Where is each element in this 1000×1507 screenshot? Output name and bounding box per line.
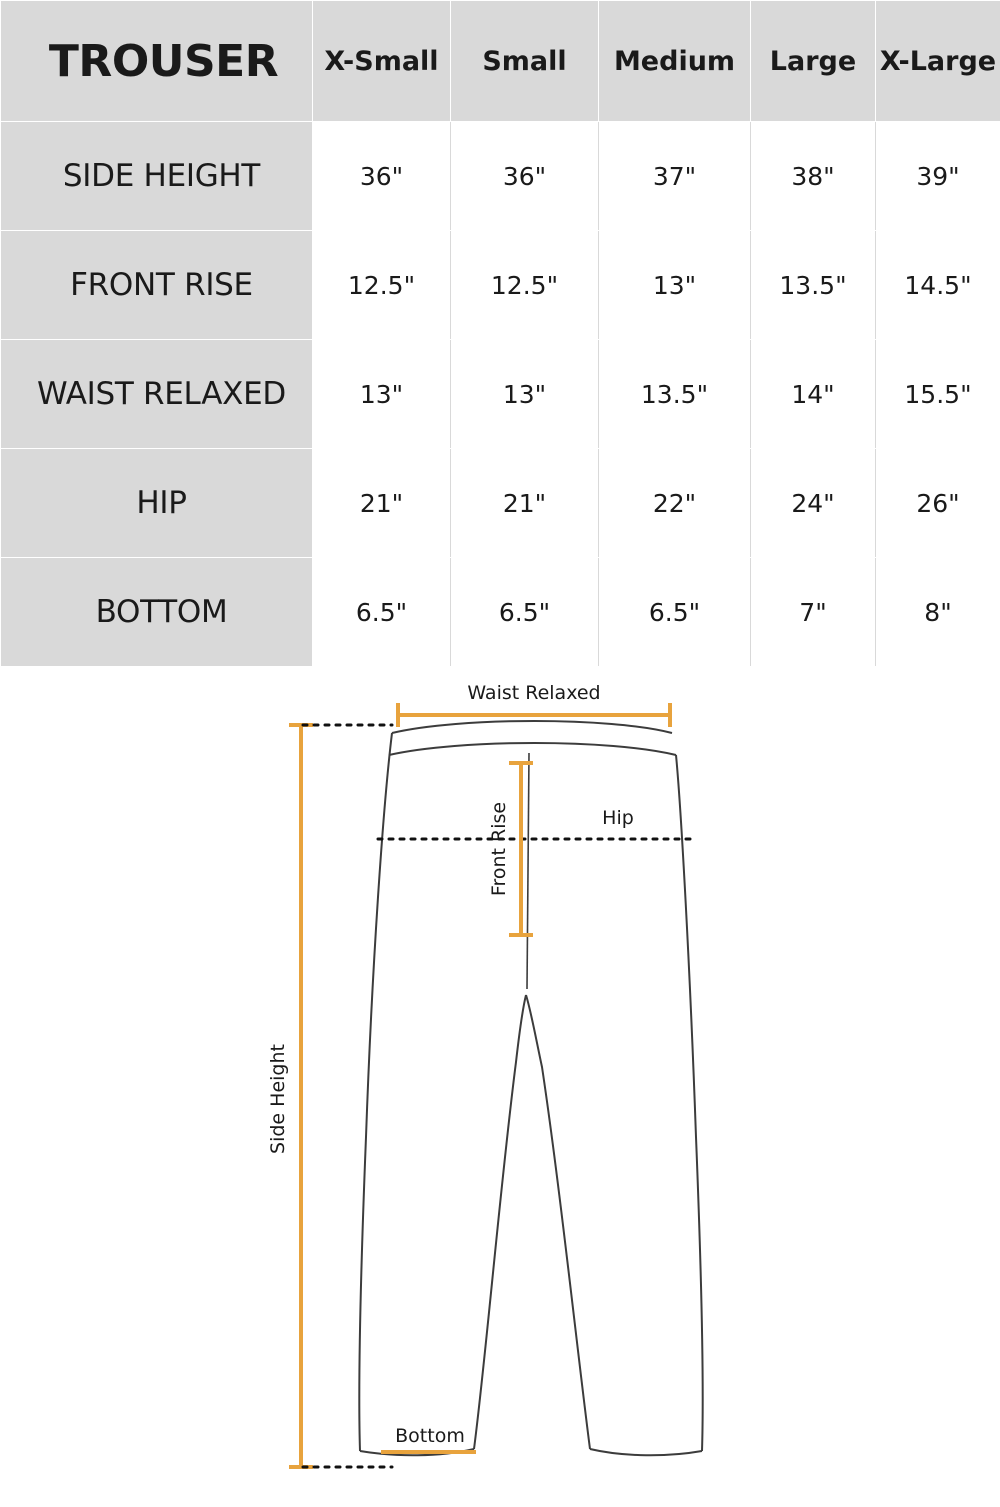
cell-front-rise-small: 12.5" bbox=[451, 231, 599, 340]
table-title: TROUSER bbox=[1, 1, 313, 122]
column-header-x-small: X-Small bbox=[313, 1, 451, 122]
row-label-waist-relaxed: WAIST RELAXED bbox=[1, 340, 313, 449]
side-height-measure bbox=[267, 725, 392, 1467]
cell-bottom-large: 7" bbox=[751, 558, 876, 667]
hip-measure bbox=[378, 807, 690, 839]
cell-bottom-medium: 6.5" bbox=[599, 558, 751, 667]
column-header-medium: Medium bbox=[599, 1, 751, 122]
row-label-front-rise: FRONT RISE bbox=[1, 231, 313, 340]
row-label-bottom: BOTTOM bbox=[1, 558, 313, 667]
table-row bbox=[1, 231, 1000, 340]
cell-waist-relaxed-large: 14" bbox=[751, 340, 876, 449]
cell-side-height-medium: 37" bbox=[599, 122, 751, 231]
cell-hip-x-large: 26" bbox=[876, 449, 1000, 558]
table-row bbox=[1, 558, 1000, 667]
table-row bbox=[1, 449, 1000, 558]
cell-side-height-small: 36" bbox=[451, 122, 599, 231]
column-header-x-large: X-Large bbox=[876, 1, 1000, 122]
row-label-hip: HIP bbox=[1, 449, 313, 558]
cell-bottom-small: 6.5" bbox=[451, 558, 599, 667]
cell-side-height-x-small: 36" bbox=[313, 122, 451, 231]
label-front-rise: Front Rise bbox=[488, 802, 510, 896]
cell-front-rise-medium: 13" bbox=[599, 231, 751, 340]
cell-waist-relaxed-x-large: 15.5" bbox=[876, 340, 1000, 449]
table-row bbox=[1, 122, 1000, 231]
label-bottom: Bottom bbox=[395, 1425, 465, 1447]
front-rise-measure bbox=[488, 763, 533, 935]
column-header-large: Large bbox=[751, 1, 876, 122]
label-waist-relaxed: Waist Relaxed bbox=[467, 682, 600, 704]
cell-hip-small: 21" bbox=[451, 449, 599, 558]
cell-side-height-large: 38" bbox=[751, 122, 876, 231]
cell-front-rise-x-small: 12.5" bbox=[313, 231, 451, 340]
cell-bottom-x-large: 8" bbox=[876, 558, 1000, 667]
trouser-illustration bbox=[359, 721, 703, 1455]
cell-hip-medium: 22" bbox=[599, 449, 751, 558]
cell-waist-relaxed-x-small: 13" bbox=[313, 340, 451, 449]
cell-waist-relaxed-medium: 13.5" bbox=[599, 340, 751, 449]
table-row bbox=[1, 340, 1000, 449]
cell-hip-x-small: 21" bbox=[313, 449, 451, 558]
size-chart-table bbox=[0, 0, 1000, 667]
trouser-measurement-diagram bbox=[0, 667, 1000, 1507]
cell-side-height-x-large: 39" bbox=[876, 122, 1000, 231]
label-hip: Hip bbox=[602, 807, 634, 829]
label-side-height: Side Height bbox=[267, 1044, 289, 1154]
table-header-row bbox=[1, 1, 1000, 122]
row-label-side-height: SIDE HEIGHT bbox=[1, 122, 313, 231]
cell-hip-large: 24" bbox=[751, 449, 876, 558]
cell-front-rise-large: 13.5" bbox=[751, 231, 876, 340]
cell-waist-relaxed-small: 13" bbox=[451, 340, 599, 449]
column-header-small: Small bbox=[451, 1, 599, 122]
cell-front-rise-x-large: 14.5" bbox=[876, 231, 1000, 340]
bottom-measure bbox=[381, 1425, 476, 1452]
cell-bottom-x-small: 6.5" bbox=[313, 558, 451, 667]
